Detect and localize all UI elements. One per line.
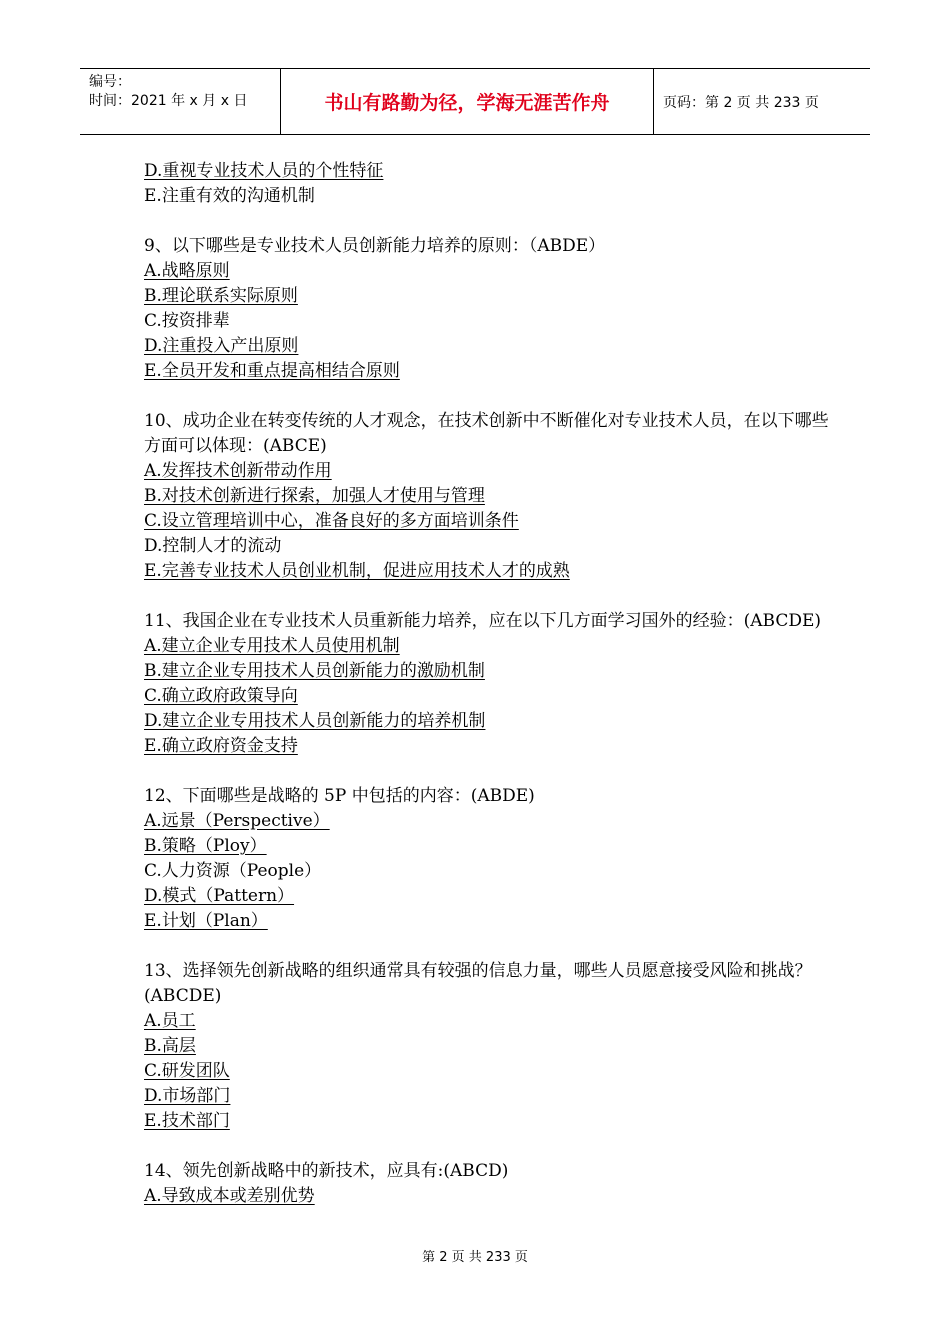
question-block: [144, 784, 834, 934]
question-text: 9、以下哪些是专业技术人员创新能力培养的原则：（ABDE）: [144, 236, 606, 256]
option-item: A.建立企业专用技术人员使用机制: [144, 636, 400, 656]
document-body: [144, 159, 834, 1209]
option-item: E.注重有效的沟通机制: [144, 186, 315, 206]
document-number-label: 编号：: [89, 74, 131, 90]
option-item: C.按资排辈: [144, 311, 230, 331]
option-item: D.建立企业专用技术人员创新能力的培养机制: [144, 711, 486, 731]
question-text: 13、选择领先创新战略的组织通常具有较强的信息力量，哪些人员愿意接受风险和挑战？(ABCDE): [144, 961, 812, 1006]
option-item: A.远景（Perspective）: [144, 811, 330, 831]
option-item: B.建立企业专用技术人员创新能力的激励机制: [144, 661, 485, 681]
page-header: [80, 68, 870, 135]
option-item: B.对技术创新进行探索，加强人才使用与管理: [144, 486, 485, 506]
question-block: [144, 409, 834, 584]
page-footer: 第 2 页 共 233 页: [422, 1250, 528, 1265]
option-item: A.员工: [144, 1011, 196, 1031]
question-text: 14、领先创新战略中的新技术，应具有:(ABCD): [144, 1161, 509, 1181]
option-item: A.战略原则: [144, 261, 230, 281]
header-page-info: 页码：第 2 页 共 233 页: [663, 94, 819, 111]
option-item: B.高层: [144, 1036, 196, 1056]
option-item: E.计划（Plan）: [144, 911, 268, 931]
option-item: E.技术部门: [144, 1111, 230, 1131]
option-item: E.确立政府资金支持: [144, 736, 298, 756]
option-item: D.模式（Pattern）: [144, 886, 295, 906]
option-item: D.重视专业技术人员的个性特征: [144, 161, 384, 181]
question-text: 11、我国企业在专业技术人员重新能力培养，应在以下几方面学习国外的经验：(ABCDE): [144, 611, 822, 631]
option-item: B.策略（Ploy）: [144, 836, 267, 856]
option-item: A.导致成本或差别优势: [144, 1186, 315, 1206]
question-text: 10、成功企业在转变传统的人才观念，在技术创新中不断催化对专业技术人员，在以下哪些方面可以体现：(ABCE): [144, 411, 829, 456]
option-item: C.研发团队: [144, 1061, 230, 1081]
option-item: C.设立管理培训中心，准备良好的多方面培训条件: [144, 511, 519, 531]
option-item: D.控制人才的流动: [144, 536, 282, 556]
question-block: [144, 609, 834, 759]
option-item: D.市场部门: [144, 1086, 231, 1106]
option-item: A.发挥技术创新带动作用: [144, 461, 332, 481]
question-block: [144, 1159, 834, 1209]
header-motto: 书山有路勤为径，学海无涯苦作舟: [281, 69, 654, 134]
option-item: C.确立政府政策导向: [144, 686, 298, 706]
continued-options: [144, 159, 834, 209]
option-item: E.完善专业技术人员创业机制，促进应用技术人才的成熟: [144, 561, 570, 581]
option-item: D.注重投入产出原则: [144, 336, 299, 356]
document-time-label: 时间：2021 年 x 月 x 日: [89, 93, 248, 109]
question-block: [144, 234, 834, 384]
question-text: 12、下面哪些是战略的 5P 中包括的内容：(ABDE): [144, 786, 535, 806]
option-item: C.人力资源（People）: [144, 861, 322, 881]
option-item: E.全员开发和重点提高相结合原则: [144, 361, 400, 381]
question-block: [144, 959, 834, 1134]
option-item: B.理论联系实际原则: [144, 286, 298, 306]
header-meta: [80, 69, 281, 134]
